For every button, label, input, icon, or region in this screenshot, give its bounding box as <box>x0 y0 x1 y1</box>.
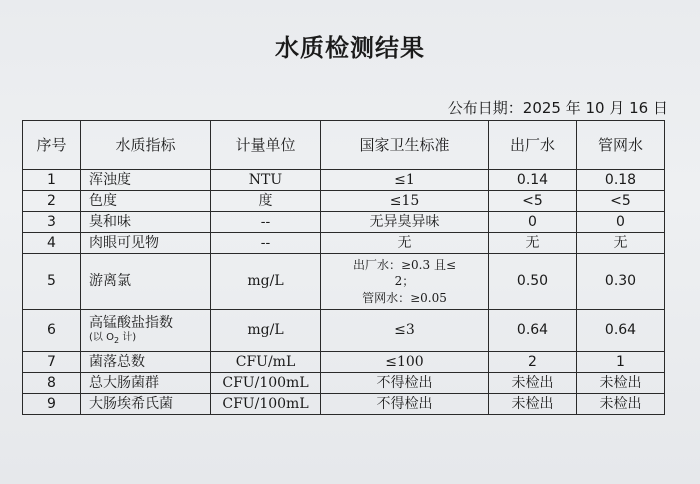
cell-unit: mg/L <box>211 254 321 310</box>
cell-factory: 未检出 <box>489 394 577 415</box>
document-title: 水质检测结果 <box>275 34 425 62</box>
cell-no: 2 <box>23 191 81 212</box>
cell-indicator: 游离氯 <box>81 254 211 310</box>
cell-network: 0.30 <box>577 254 665 310</box>
cell-no: 9 <box>23 394 81 415</box>
header-standard: 国家卫生标准 <box>321 121 489 170</box>
standard-line: 出厂水：≥0.3 且≤ <box>352 258 456 273</box>
indicator-note <box>89 332 206 346</box>
header-no: 序号 <box>23 121 81 170</box>
cell-standard: ≤100 <box>321 352 489 373</box>
cell-unit: 度 <box>211 191 321 212</box>
cell-network: 未检出 <box>577 394 665 415</box>
cell-no: 1 <box>23 170 81 191</box>
cell-factory: 0.14 <box>489 170 577 191</box>
table-row <box>23 373 665 394</box>
cell-indicator: 肉眼可见物 <box>81 233 211 254</box>
cell-indicator: 浑浊度 <box>81 170 211 191</box>
cell-network: <5 <box>577 191 665 212</box>
cell-factory: 0 <box>489 212 577 233</box>
table-row <box>23 170 665 191</box>
header-factory-water: 出厂水 <box>489 121 577 170</box>
header-indicator: 水质指标 <box>81 121 211 170</box>
cell-network: 未检出 <box>577 373 665 394</box>
cell-no: 3 <box>23 212 81 233</box>
cell-standard: ≤15 <box>321 191 489 212</box>
cell-standard: 无 <box>321 233 489 254</box>
cell-indicator: 臭和味 <box>81 212 211 233</box>
water-quality-table <box>22 120 665 415</box>
cell-no: 6 <box>23 310 81 352</box>
cell-indicator <box>81 310 211 352</box>
cell-unit: CFU/100mL <box>211 394 321 415</box>
cell-standard: ≤1 <box>321 170 489 191</box>
cell-indicator: 菌落总数 <box>81 352 211 373</box>
indicator-note-sub: 2 <box>113 336 120 346</box>
cell-network: 0 <box>577 212 665 233</box>
table-header-row <box>23 121 665 170</box>
cell-factory: 0.50 <box>489 254 577 310</box>
header-network-water: 管网水 <box>577 121 665 170</box>
indicator-note-post: 计) <box>119 332 137 344</box>
cell-factory: 未检出 <box>489 373 577 394</box>
cell-unit: -- <box>211 212 321 233</box>
cell-unit: -- <box>211 233 321 254</box>
publish-date: 公布日期：2025 年 10 月 16 日 <box>447 99 668 117</box>
cell-network: 无 <box>577 233 665 254</box>
cell-factory: 0.64 <box>489 310 577 352</box>
cell-network: 0.18 <box>577 170 665 191</box>
cell-standard <box>321 254 489 310</box>
indicator-name: 高锰酸盐指数 <box>89 315 173 332</box>
cell-standard: ≤3 <box>321 310 489 352</box>
table-row <box>23 310 665 352</box>
cell-indicator: 大肠埃希氏菌 <box>81 394 211 415</box>
table-row <box>23 254 665 310</box>
table-row <box>23 352 665 373</box>
cell-unit: CFU/mL <box>211 352 321 373</box>
cell-no: 4 <box>23 233 81 254</box>
cell-factory: <5 <box>489 191 577 212</box>
cell-standard: 不得检出 <box>321 394 489 415</box>
cell-factory: 无 <box>489 233 577 254</box>
cell-no: 5 <box>23 254 81 310</box>
cell-no: 8 <box>23 373 81 394</box>
cell-network: 1 <box>577 352 665 373</box>
header-unit: 计量单位 <box>211 121 321 170</box>
indicator-note-pre: (以 O <box>89 332 114 344</box>
table-row <box>23 394 665 415</box>
table-row <box>23 191 665 212</box>
cell-factory: 2 <box>489 352 577 373</box>
cell-unit: NTU <box>211 170 321 191</box>
cell-indicator: 总大肠菌群 <box>81 373 211 394</box>
standard-line: 管网水：≥0.05 <box>362 290 447 305</box>
cell-standard: 不得检出 <box>321 373 489 394</box>
cell-indicator: 色度 <box>81 191 211 212</box>
cell-no: 7 <box>23 352 81 373</box>
cell-network: 0.64 <box>577 310 665 352</box>
table-row <box>23 212 665 233</box>
cell-standard: 无异臭异味 <box>321 212 489 233</box>
table-row <box>23 233 665 254</box>
cell-unit: mg/L <box>211 310 321 352</box>
cell-unit: CFU/100mL <box>211 373 321 394</box>
standard-line: 2； <box>394 274 415 289</box>
